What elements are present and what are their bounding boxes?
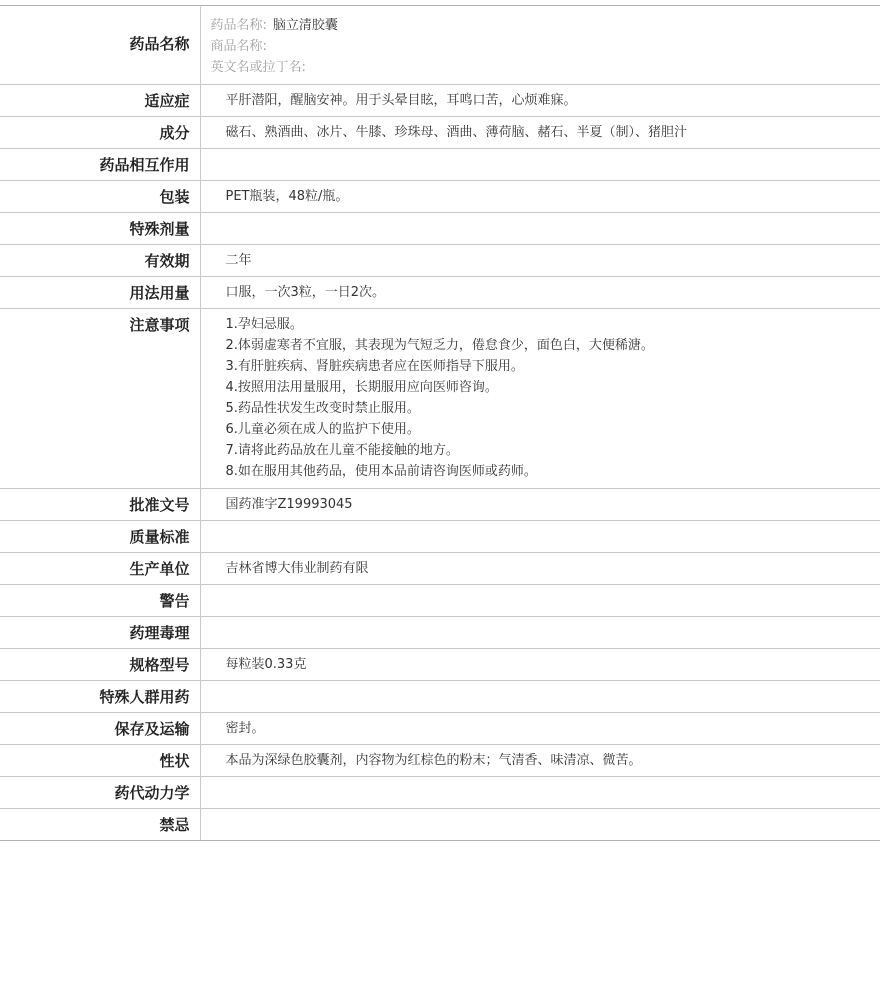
row-quality-standard [0, 521, 880, 553]
trade-name-label: 商品名称: [210, 39, 267, 54]
row-value [200, 213, 880, 245]
row-label: 特殊剂量 [0, 213, 200, 245]
row-description [0, 745, 880, 777]
row-label: 适应症 [0, 85, 200, 117]
row-value [200, 681, 880, 713]
english-name-line [211, 57, 871, 78]
row-warning [0, 585, 880, 617]
row-interactions [0, 149, 880, 181]
row-special-populations [0, 681, 880, 713]
list-item: 2.体弱虚寒者不宜服，其表现为气短乏力，倦怠食少，面色白，大便稀溏。 [225, 338, 654, 353]
row-value: 平肝潜阳，醒脑安神。用于头晕目眩，耳鸣口苦，心烦难寐。 [200, 85, 880, 117]
precautions-list [200, 309, 880, 489]
row-label: 生产单位 [0, 553, 200, 585]
row-pharmacokinetics [0, 777, 880, 809]
row-label: 药理毒理 [0, 617, 200, 649]
row-label: 性状 [0, 745, 200, 777]
row-indications [0, 85, 880, 117]
row-label: 警告 [0, 585, 200, 617]
row-value [200, 149, 880, 181]
row-label: 特殊人群用药 [0, 681, 200, 713]
drug-info-table [0, 5, 880, 841]
list-item: 6.儿童必须在成人的监护下使用。 [225, 422, 420, 437]
row-label: 质量标准 [0, 521, 200, 553]
row-value [200, 617, 880, 649]
row-ingredients [0, 117, 880, 149]
row-special-dosage [0, 213, 880, 245]
list-item: 1.孕妇忌服。 [225, 317, 303, 332]
row-label: 药品名称 [0, 6, 200, 85]
row-value [200, 809, 880, 841]
row-label: 用法用量 [0, 277, 200, 309]
list-item: 8.如在服用其他药品，使用本品前请咨询医师或药师。 [225, 464, 537, 479]
row-label: 规格型号 [0, 649, 200, 681]
row-label: 药品相互作用 [0, 149, 200, 181]
row-label: 禁忌 [0, 809, 200, 841]
row-label: 包装 [0, 181, 200, 213]
row-contraindications [0, 809, 880, 841]
row-label: 有效期 [0, 245, 200, 277]
row-packaging [0, 181, 880, 213]
row-precautions [0, 309, 880, 489]
row-label: 保存及运输 [0, 713, 200, 745]
row-manufacturer [0, 553, 880, 585]
row-label: 成分 [0, 117, 200, 149]
row-value: 本品为深绿色胶囊剂，内容物为红棕色的粉末；气清香、味清凉、微苦。 [200, 745, 880, 777]
row-value: 口服，一次3粒，一日2次。 [200, 277, 880, 309]
list-item: 4.按照用法用量服用，长期服用应向医师咨询。 [225, 380, 498, 395]
generic-name-value: 脑立清胶囊 [272, 18, 338, 33]
row-value: 国药准字Z19993045 [200, 489, 880, 521]
row-pharmacology [0, 617, 880, 649]
row-usage [0, 277, 880, 309]
list-item: 5.药品性状发生改变时禁止服用。 [225, 401, 420, 416]
row-label: 药代动力学 [0, 777, 200, 809]
row-label: 批准文号 [0, 489, 200, 521]
row-value: 磁石、熟酒曲、冰片、牛膝、珍珠母、酒曲、薄荷脑、赭石、半夏（制）、猪胆汁 [200, 117, 880, 149]
generic-name-line [211, 15, 871, 36]
list-item: 3.有肝脏疾病、肾脏疾病患者应在医师指导下服用。 [225, 359, 524, 374]
row-value [200, 521, 880, 553]
trade-name-line [211, 36, 871, 57]
row-shelf-life [0, 245, 880, 277]
list-item: 7.请将此药品放在儿童不能接触的地方。 [225, 443, 459, 458]
drug-name-cell [200, 6, 880, 85]
row-value: PET瓶装，48粒/瓶。 [200, 181, 880, 213]
generic-name-label: 药品名称: [210, 18, 267, 33]
row-value: 二年 [200, 245, 880, 277]
row-value: 每粒装0.33克 [200, 649, 880, 681]
row-value [200, 777, 880, 809]
row-approval-number [0, 489, 880, 521]
row-value: 密封。 [200, 713, 880, 745]
row-value: 吉林省博大伟业制药有限 [200, 553, 880, 585]
row-label: 注意事项 [0, 309, 200, 489]
row-specification [0, 649, 880, 681]
english-name-label: 英文名或拉丁名: [210, 60, 306, 75]
row-value [200, 585, 880, 617]
row-drug-name [0, 6, 880, 85]
row-storage [0, 713, 880, 745]
